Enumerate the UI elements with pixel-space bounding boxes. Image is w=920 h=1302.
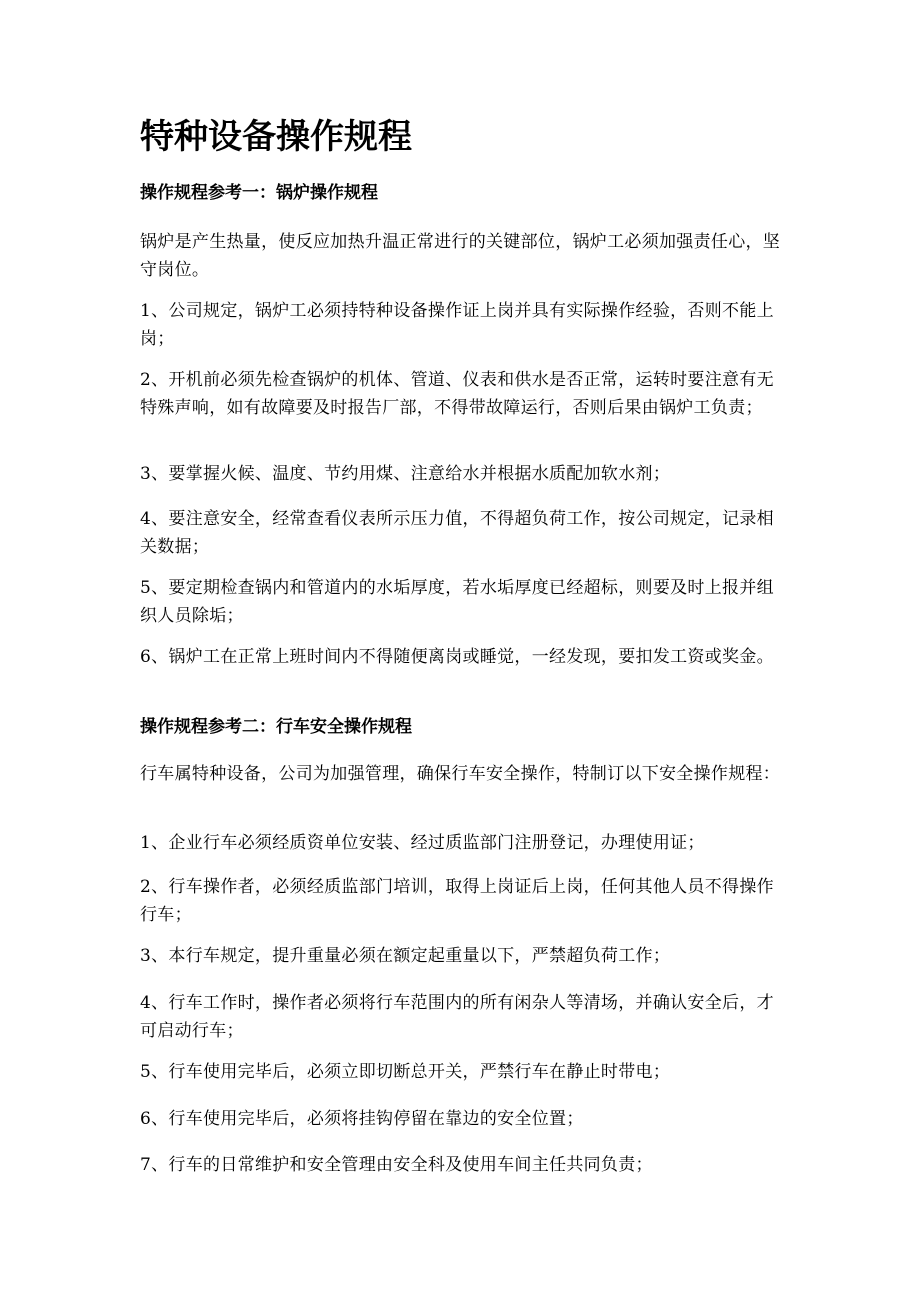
section-heading-crane: 操作规程参考二：行车安全操作规程 bbox=[140, 717, 412, 737]
paragraph: 3、要掌握火候、温度、节约用煤、注意给水并根据水质配加软水剂； bbox=[140, 464, 671, 484]
paragraph: 3、本行车规定，提升重量必须在额定起重量以下，严禁超负荷工作； bbox=[140, 946, 671, 966]
paragraph: 4、行车工作时，操作者必须将行车范围内的所有闲杂人等清场，并确认安全后，才可启动行车； bbox=[140, 993, 774, 1041]
paragraph: 6、行车使用完毕后，必须将挂钩停留在靠边的安全位置； bbox=[140, 1109, 584, 1129]
paragraph: 4、要注意安全，经常查看仪表所示压力值，不得超负荷工作，按公司规定，记录相关数据； bbox=[140, 509, 774, 557]
paragraph: 5、行车使用完毕后，必须立即切断总开关，严禁行车在静止时带电； bbox=[140, 1062, 671, 1082]
document-title: 特种设备操作规程 bbox=[140, 117, 412, 157]
paragraph: 2、开机前必须先检查锅炉的机体、管道、仪表和供水是否正常，运转时要注意有无特殊声响，如有故障要及时报告厂部，不得带故障运行，否则后果由锅炉工负责； bbox=[140, 370, 774, 418]
paragraph: 1、公司规定，锅炉工必须持特种设备操作证上岗并具有实际操作经验，否则不能上岗； bbox=[140, 301, 774, 349]
paragraph: 2、行车操作者，必须经质监部门培训，取得上岗证后上岗，任何其他人员不得操作行车； bbox=[140, 877, 774, 925]
paragraph: 5、要定期检查锅内和管道内的水垢厚度，若水垢厚度已经超标，则要及时上报并组织人员除垢； bbox=[140, 578, 774, 626]
section-heading-boiler: 操作规程参考一：锅炉操作规程 bbox=[140, 183, 378, 203]
paragraph: 1、企业行车必须经质资单位安装、经过质监部门注册登记，办理使用证； bbox=[140, 833, 705, 853]
paragraph: 7、行车的日常维护和安全管理由安全科及使用车间主任共同负责； bbox=[140, 1155, 653, 1175]
paragraph: 6、锅炉工在正常上班时间内不得随便离岗或睡觉，一经发现，要扣发工资或奖金。 bbox=[140, 647, 774, 667]
paragraph: 锅炉是产生热量，使反应加热升温正常进行的关键部位，锅炉工必须加强责任心，坚守岗位。 bbox=[140, 232, 781, 280]
paragraph: 行车属特种设备，公司为加强管理，确保行车安全操作，特制订以下安全操作规程： bbox=[140, 764, 781, 784]
